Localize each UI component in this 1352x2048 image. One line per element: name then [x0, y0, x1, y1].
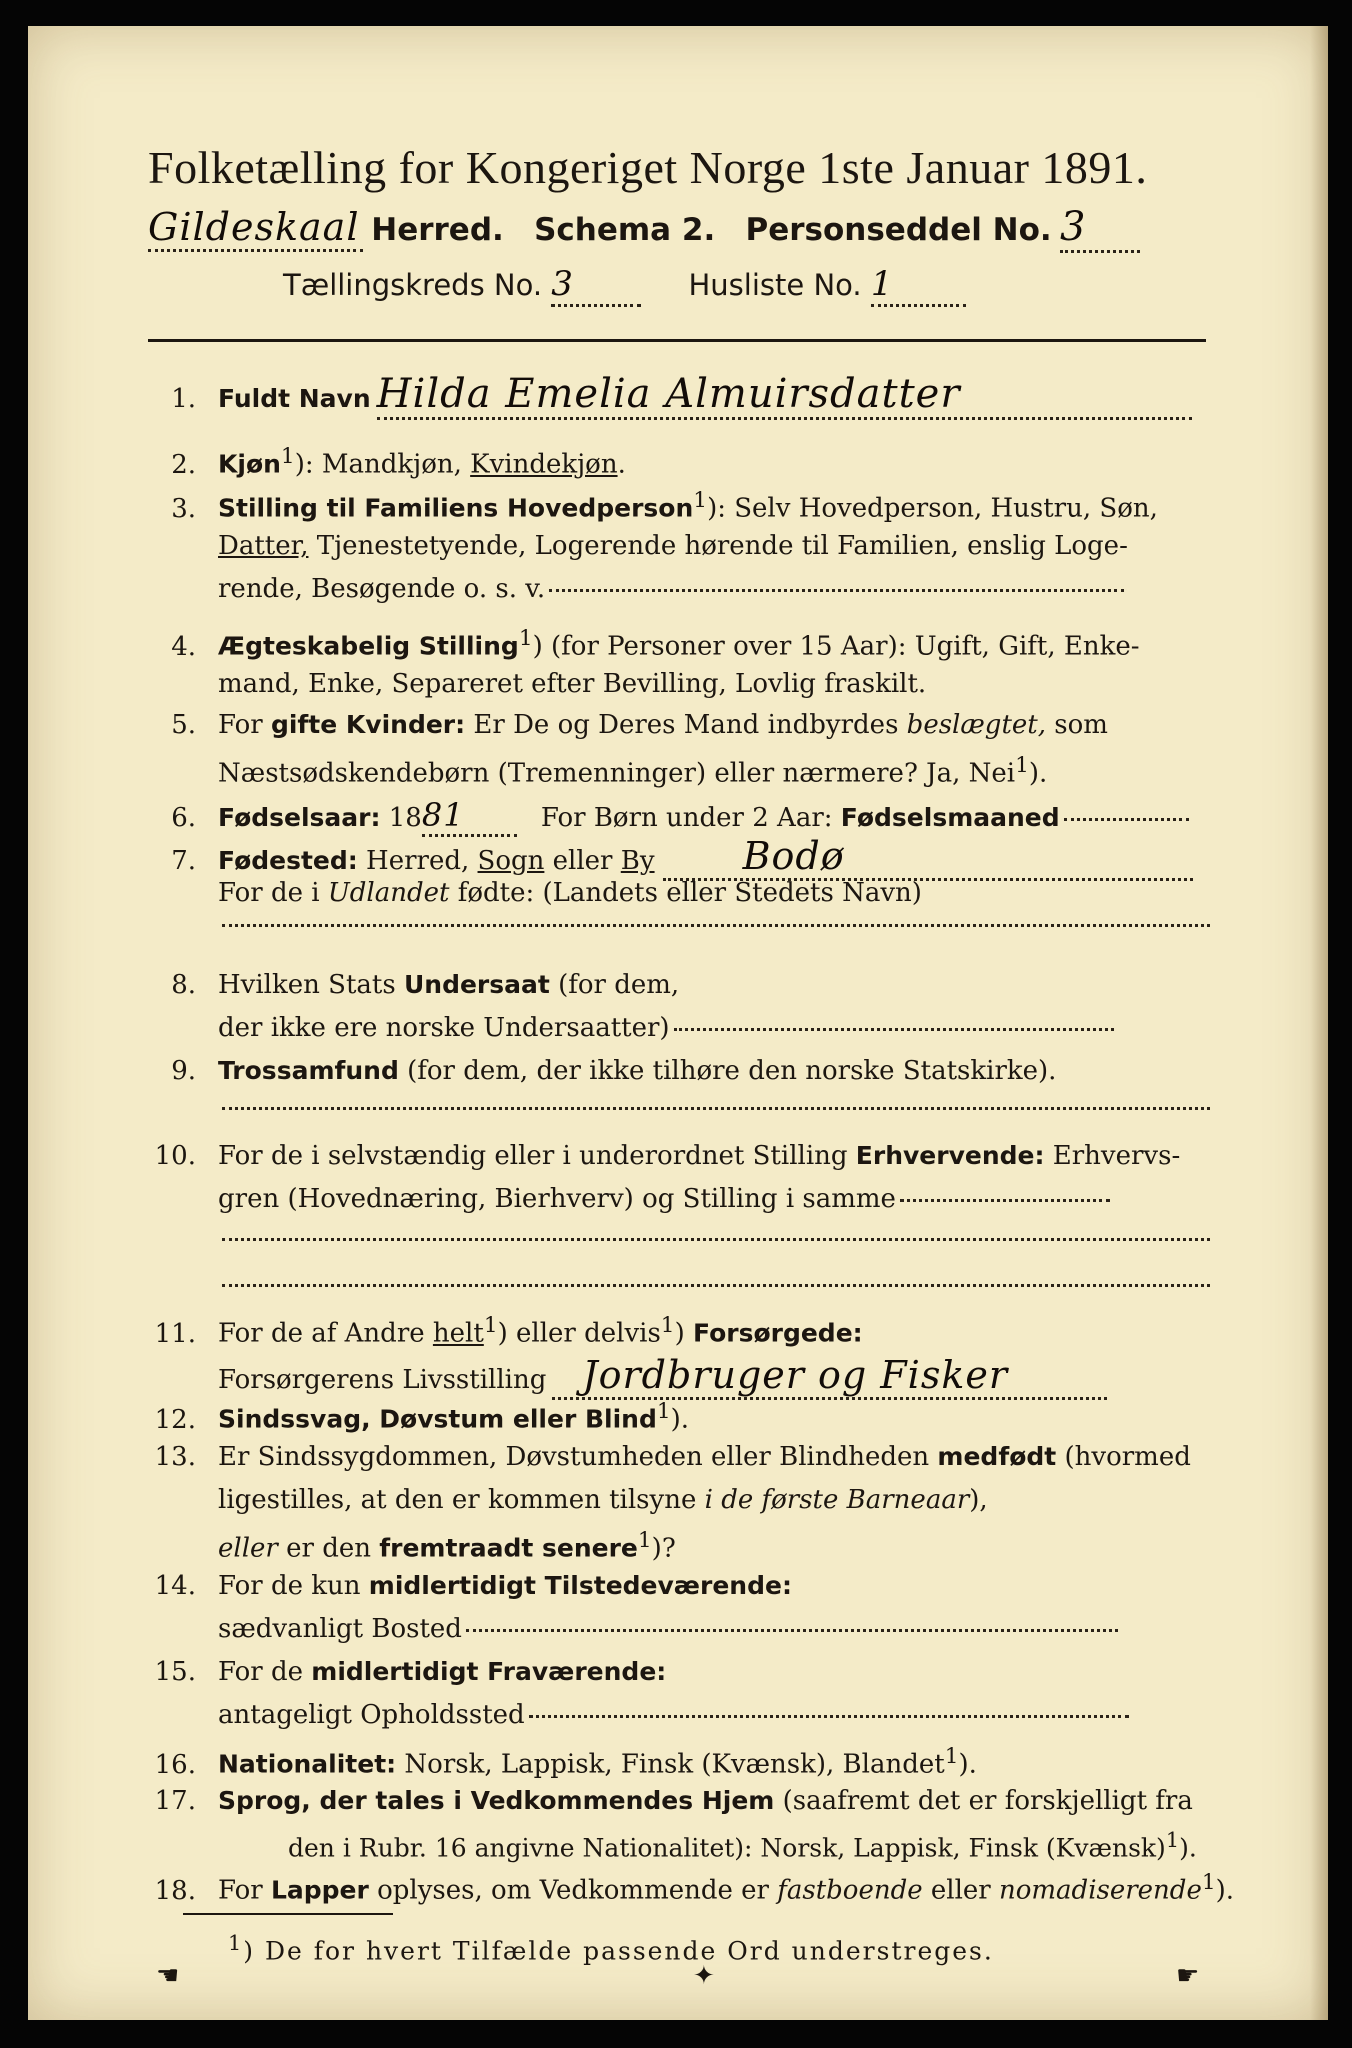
- item-number: 8.: [171, 970, 196, 1000]
- item-number: 15.: [154, 1657, 196, 1687]
- item-text: ): Mandkjøn,: [294, 449, 471, 480]
- item-10-line-2: [218, 1184, 1110, 1214]
- item-text: Er Sindssygdommen, Døvstumheden eller Blindheden: [218, 1442, 938, 1472]
- item-text: For de: [218, 1657, 312, 1687]
- footnote-ref: 1: [228, 1931, 244, 1955]
- item-text: gren (Hovednæring, Bierhverv) og Stilling i samme: [218, 1184, 896, 1214]
- item-number: 9.: [171, 1056, 196, 1086]
- provider-occupation-answer: Jordbruger og Fisker: [552, 1353, 1107, 1400]
- item-text: Norsk, Lappisk, Finsk (Kvænsk), Blandet: [396, 1749, 945, 1780]
- page-edge-shadow: [1310, 26, 1328, 2020]
- item-text: Herred,: [357, 846, 478, 876]
- birth-year-answer: 81: [422, 796, 517, 837]
- item-text: (hvormed: [1056, 1442, 1191, 1472]
- header-row-kreds: [283, 264, 966, 307]
- item-number: 5.: [171, 710, 196, 740]
- item-italic-text: beslægtet,: [906, 710, 1046, 740]
- footnote-ref: 1: [944, 1744, 959, 1769]
- item-7-birthplace: [148, 834, 1193, 881]
- item-text: (for dem, der ikke tilhøre den norske Statskirke).: [398, 1056, 1057, 1086]
- underlined-answer: Kvindekjøn: [470, 449, 618, 480]
- item-14-line-2: [218, 1614, 1118, 1644]
- item-label: Trossamfund: [218, 1056, 399, 1085]
- item-number: 10.: [154, 1141, 196, 1171]
- item-label: fremtraadt senere: [379, 1533, 638, 1563]
- husliste-label: Husliste No.: [688, 268, 862, 302]
- footnote-ref: 1: [1015, 753, 1029, 778]
- form-title: Folketælling for Kongeriget Norge 1ste Januar 1891.: [148, 142, 1148, 193]
- item-label: Sprog, der tales i Vedkommendes Hjem: [218, 1786, 775, 1815]
- item-number: 1.: [171, 384, 196, 414]
- item-text: mand, Enke, Separeret efter Bevilling, Lovlig fraskilt.: [218, 669, 927, 699]
- item-5-married-women: [148, 710, 1108, 740]
- footnote-ref: 1: [693, 488, 708, 513]
- item-text: Hvilken Stats: [218, 970, 404, 1000]
- item-text: sædvanligt Bosted: [218, 1614, 462, 1644]
- item-label: Erhvervende:: [855, 1141, 1045, 1170]
- item-label: Fødselsmaaned: [840, 803, 1060, 832]
- item-italic-text: i de første Barneaar: [704, 1485, 970, 1515]
- footnote: [228, 1931, 994, 1965]
- item-text: ).: [1215, 1875, 1235, 1906]
- item-number: 17.: [154, 1786, 196, 1816]
- bottom-center-ornament-icon: ✦: [693, 1961, 715, 1991]
- item-label: Sindssvag, Døvstum eller Blind: [218, 1404, 657, 1434]
- item-text: antageligt Opholdssted: [218, 1700, 525, 1730]
- item-italic-text: Udlandet: [327, 878, 450, 908]
- item-text: For de i: [218, 878, 328, 908]
- footnote-ref: 1: [483, 1313, 498, 1338]
- footnote-ref: 1: [518, 626, 533, 651]
- item-18-sami: [148, 1870, 1234, 1906]
- item-number: 4.: [171, 631, 196, 662]
- item-text: Tjenestetyende, Logerende hørende til Familien, enslig Loge-: [308, 531, 1128, 561]
- answer-dotted-line: [900, 1199, 1110, 1202]
- item-label: Undersaat: [403, 970, 550, 999]
- item-text: oplyses, om Vedkommende er: [368, 1875, 778, 1906]
- answer-dotted-line: [222, 1107, 1210, 1110]
- taellingskreds-number: 3: [551, 264, 641, 307]
- answer-dotted-line: [674, 1028, 1114, 1031]
- item-text: ) eller delvis: [497, 1318, 661, 1349]
- footnote-ref: 1: [1201, 1870, 1216, 1895]
- item-label: Nationalitet:: [218, 1749, 397, 1779]
- item-label: Kjøn: [218, 449, 281, 479]
- item-text: ),: [969, 1485, 988, 1515]
- item-14-temporarily-present: [148, 1571, 792, 1601]
- item-text: ): Selv Hovedperson, Hustru, Søn,: [707, 493, 1158, 524]
- item-text: For de kun: [218, 1571, 369, 1601]
- item-text: der ikke ere norske Undersaatter): [218, 1013, 670, 1043]
- footnote-ref: 1: [1165, 1828, 1180, 1852]
- item-text: fødte: (Landets eller Stedets Navn): [449, 878, 922, 908]
- item-italic-text: fastboende: [777, 1875, 923, 1906]
- item-text: For: [218, 710, 271, 740]
- item-text: For Børn under 2 Aar:: [540, 803, 841, 833]
- item-text: er den: [277, 1533, 380, 1564]
- item-italic-text: nomadiserende: [999, 1875, 1202, 1906]
- header-divider: [148, 339, 1206, 342]
- footnote-ref: 1: [656, 1399, 671, 1424]
- personseddel-label: Personseddel No.: [745, 212, 1052, 248]
- item-16-nationality: [148, 1744, 977, 1780]
- husliste-number: 1: [871, 264, 966, 307]
- item-number: 7.: [171, 846, 196, 876]
- item-3-position: [148, 488, 1158, 524]
- herred-label: Herred.: [371, 212, 504, 248]
- herred-handwritten: Gildeskaal: [148, 205, 363, 252]
- personseddel-number: 3: [1060, 204, 1140, 253]
- item-text: Forsørgerens Livsstilling: [218, 1365, 547, 1395]
- item-4-marital-status: [148, 626, 1140, 662]
- underlined-answer: By: [620, 846, 655, 876]
- taellingskreds-label: Tællingskreds No.: [283, 268, 543, 302]
- header-row-herred: [148, 204, 1140, 253]
- item-12-disability: [148, 1399, 689, 1435]
- item-13-line-2: [218, 1485, 988, 1515]
- item-text: 18: [380, 803, 422, 833]
- footnote-text: ) De for hvert Tilfælde passende Ord understreges.: [243, 1936, 994, 1966]
- schema-label: Schema 2.: [534, 212, 716, 248]
- item-text: Er De og Deres Mand indbyrdes: [465, 710, 907, 740]
- item-label: Fødselsaar:: [218, 803, 381, 832]
- underlined-answer: Sogn: [477, 846, 545, 876]
- item-4-line-2: [218, 669, 926, 699]
- item-text: eller: [544, 846, 621, 876]
- item-text: ligestilles, at den er kommen tilsyne: [218, 1485, 705, 1515]
- birthplace-answer: Bodø: [663, 834, 1193, 881]
- item-number: 6.: [171, 803, 196, 833]
- item-text: ).: [1179, 1833, 1197, 1863]
- item-3-line-3: [218, 574, 1124, 604]
- item-text: ).: [670, 1404, 690, 1435]
- item-3-line-2: [218, 531, 1128, 561]
- underlined-answer: Datter,: [218, 531, 309, 561]
- item-label: midlertidigt Fraværende:: [311, 1657, 667, 1686]
- item-label: midlertidigt Tilstedeværende:: [368, 1571, 792, 1600]
- item-text: ) (for Personer over 15 Aar): Ugift, Gift, Enke-: [532, 631, 1140, 662]
- bottom-left-ornament-icon: ☚: [156, 1961, 180, 1991]
- item-number: 2.: [171, 449, 196, 480]
- item-5-line-2: [218, 753, 1047, 789]
- answer-dotted-line: [466, 1629, 1118, 1632]
- item-9-religion: [148, 1056, 1056, 1086]
- item-6-birth-year: [148, 796, 1189, 837]
- item-text: For: [218, 1875, 271, 1906]
- item-label: gifte Kvinder:: [270, 710, 466, 739]
- item-text: som: [1046, 710, 1108, 740]
- census-form-page: [28, 26, 1328, 2020]
- item-text: Erhvervs-: [1044, 1141, 1181, 1171]
- answer-dotted-line: [222, 1284, 1210, 1287]
- item-11-line-2: [218, 1353, 1107, 1400]
- full-name-answer: Hilda Emelia Almuirsdatter: [377, 371, 1192, 420]
- item-italic-text: eller: [218, 1533, 278, 1564]
- item-number: 14.: [154, 1571, 196, 1601]
- item-label: Fuldt Navn: [218, 384, 371, 413]
- item-number: 11.: [154, 1318, 196, 1349]
- item-number: 3.: [171, 493, 196, 524]
- item-text: .: [617, 449, 626, 480]
- item-1-full-name: [148, 371, 1192, 420]
- item-15-line-2: [218, 1700, 1129, 1730]
- item-label: Forsørgede:: [693, 1318, 863, 1348]
- item-label: Lapper: [270, 1875, 369, 1905]
- item-number: 16.: [154, 1749, 196, 1780]
- bottom-right-ornament-icon: ☛: [1176, 1961, 1200, 1991]
- item-text: ).: [958, 1749, 977, 1780]
- footnote-divider: [183, 1913, 393, 1915]
- item-text: For de af Andre: [218, 1318, 433, 1349]
- answer-dotted-line: [549, 589, 1124, 592]
- item-label: Ægteskabelig Stilling: [218, 631, 519, 661]
- item-number: 13.: [154, 1442, 196, 1472]
- item-text: den i Rubr. 16 angivne Nationalitet): Norsk, Lappisk, Finsk (Kvænsk): [288, 1833, 1166, 1863]
- item-text: (for dem,: [549, 970, 680, 1000]
- item-17-line-2: [288, 1828, 1197, 1862]
- item-text: For de i selvstændig eller i underordnet Stilling: [218, 1141, 856, 1171]
- item-label: Fødested:: [218, 846, 358, 875]
- answer-dotted-line: [222, 924, 1210, 927]
- item-7-line-2: [218, 878, 922, 908]
- item-11-supported: [148, 1313, 863, 1349]
- item-8-line-2: [218, 1013, 1114, 1043]
- item-2-sex: [148, 444, 626, 480]
- item-number: 12.: [154, 1404, 196, 1435]
- item-text: ): [674, 1318, 693, 1349]
- answer-dotted-line: [1064, 818, 1189, 821]
- footnote-ref: 1: [660, 1313, 675, 1338]
- item-15-temporarily-absent: [148, 1657, 666, 1687]
- item-label: medfødt: [937, 1442, 1057, 1471]
- item-text: eller: [922, 1875, 999, 1906]
- item-17-language: [148, 1786, 1193, 1816]
- footnote-ref: 1: [637, 1528, 652, 1553]
- item-text: (saafremt det er forskjelligt fra: [774, 1786, 1193, 1816]
- item-number: 18.: [154, 1875, 196, 1906]
- item-10-occupation: [148, 1141, 1180, 1171]
- item-13-congenital: [148, 1442, 1191, 1472]
- footnote-ref: 1: [280, 444, 295, 469]
- answer-dotted-line: [222, 1238, 1210, 1241]
- answer-dotted-line: [529, 1715, 1129, 1718]
- item-13-line-3: [218, 1528, 676, 1564]
- item-text: rende, Besøgende o. s. v.: [218, 574, 546, 604]
- item-label: Stilling til Familiens Hovedperson: [218, 493, 694, 523]
- item-text: ).: [1028, 758, 1048, 789]
- item-text: Næstsødskendebørn (Tremenninger) eller nærmere? Ja, Nei: [218, 758, 1016, 789]
- item-text: )?: [651, 1533, 676, 1564]
- item-8-citizenship: [148, 970, 679, 1000]
- underlined-answer: helt: [432, 1318, 484, 1349]
